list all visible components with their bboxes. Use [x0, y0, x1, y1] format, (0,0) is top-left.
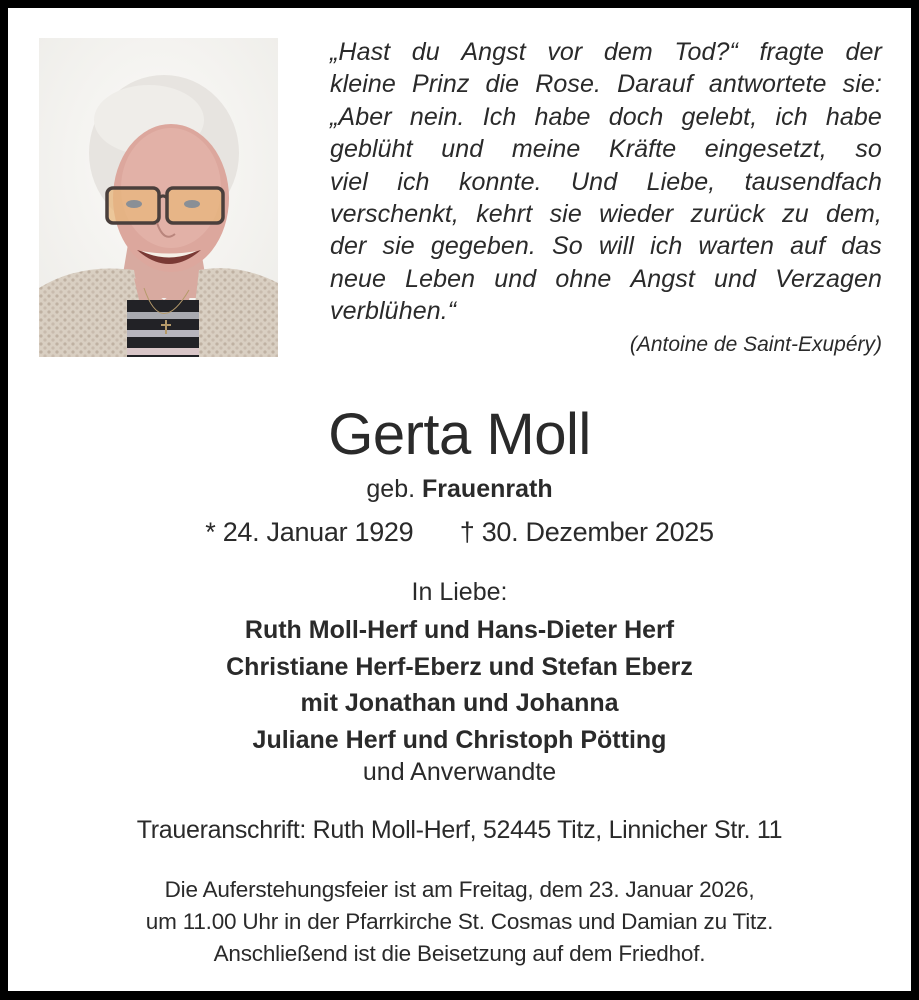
quote-attribution: (Antoine de Saint-Exupéry): [629, 333, 882, 356]
maiden-name-line: [8, 475, 911, 504]
life-dates: [8, 517, 911, 548]
mourner-line: Juliane Herf und Christoph Pötting: [252, 725, 667, 754]
quote-line: verblühen.“: [330, 297, 457, 326]
mourners-intro: In Liebe:: [411, 578, 508, 606]
service-line: um 11.00 Uhr in der Pfarrkirche St. Cosmas und Damian zu Titz.: [145, 909, 774, 934]
maiden-name: Frauenrath: [422, 475, 553, 503]
obituary-card: [8, 8, 911, 991]
maiden-prefix: geb.: [366, 475, 416, 503]
death-date: 30. Dezember 2025: [481, 517, 714, 547]
quote-line: der sie gegeben. So will ich warten auf das: [330, 232, 882, 261]
deceased-name: Gerta Moll: [328, 402, 591, 467]
mourner-line: Ruth Moll-Herf und Hans-Dieter Herf: [244, 616, 675, 644]
mourning-address: Traueranschrift: Ruth Moll-Herf, 52445 Titz, Linnicher Str. 11: [136, 816, 783, 844]
quote-text: [330, 36, 882, 328]
quote-line: viel ich konnte. Und Liebe, tausendfach: [330, 167, 882, 196]
quote-line: „Hast du Angst vor dem Tod?“ fragte der: [330, 38, 882, 66]
service-line: Anschließend ist die Beisetzung auf dem Friedhof.: [213, 941, 706, 966]
mourner-line: Christiane Herf-Eberz und Stefan Eberz: [226, 652, 693, 681]
death-cross-icon: †: [459, 517, 475, 547]
mourner-line: mit Jonathan und Johanna: [300, 689, 619, 718]
portrait-photo: [39, 38, 278, 357]
service-line: Die Auferstehungsfeier ist am Freitag, dem 23. Januar 2026,: [164, 877, 755, 902]
service-info: [8, 874, 911, 970]
portrait-image: [39, 38, 278, 357]
quote-line: neue Leben und ohne Angst und Verzagen: [330, 264, 882, 293]
quote-line: „Aber nein. Ich habe doch gelebt, ich habe: [330, 102, 882, 131]
mourners-list: [8, 612, 911, 758]
birth-date: 24. Januar 1929: [222, 517, 414, 547]
relatives-line: und Anverwandte: [362, 758, 557, 786]
quote-line: verschenkt, kehrt sie wieder zurück zu dem,: [330, 199, 882, 228]
quote-line: geblüht und meine Kräfte eingesetzt, so: [330, 135, 882, 164]
quote-line: kleine Prinz die Rose. Darauf antwortete sie:: [330, 70, 882, 99]
birth-star-icon: *: [205, 517, 216, 547]
